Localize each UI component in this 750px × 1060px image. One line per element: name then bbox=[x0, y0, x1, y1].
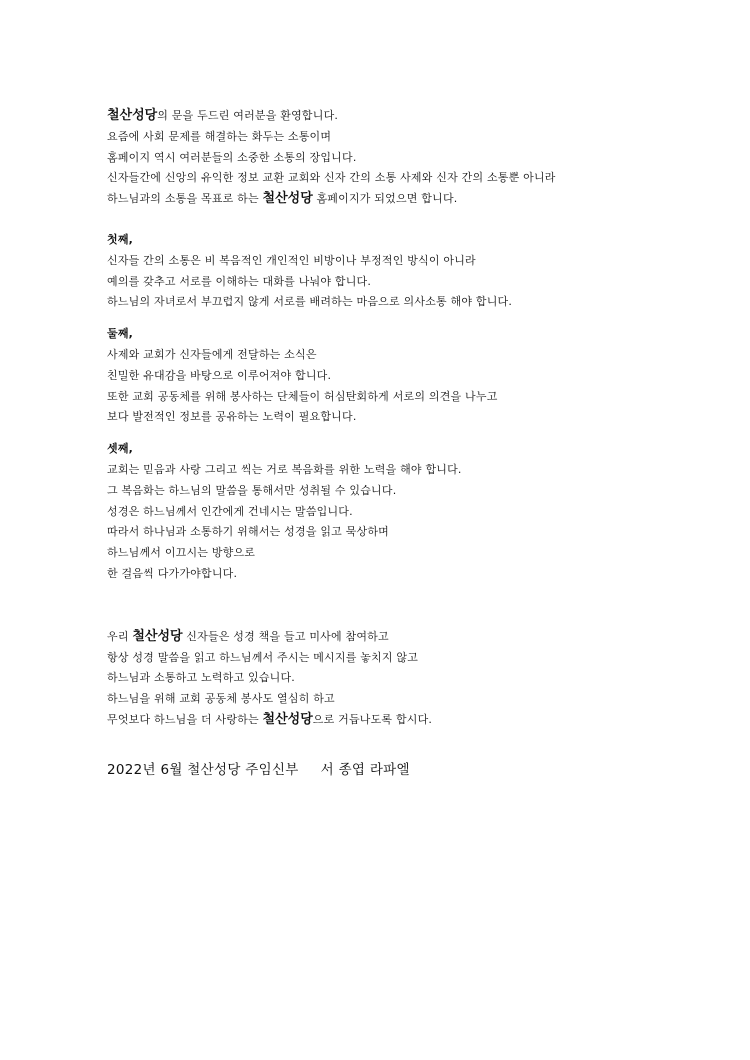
section-third-line: 따라서 하나님과 소통하기 위해서는 성경을 읽고 묵상하며 bbox=[107, 525, 390, 539]
section-first-line: 하느님의 자녀로서 부끄럽지 않게 서로를 배려하는 마음으로 의사소통 해야 합니다. bbox=[107, 295, 513, 309]
closing-line-2: 항상 성경 말씀을 읽고 하느님께서 주시는 메시지를 놓치지 않고 bbox=[107, 650, 419, 664]
brand-name: 철산성당 bbox=[262, 711, 313, 727]
signature-date-title: 2022년 6월 철산성당 주임신부 bbox=[107, 761, 299, 778]
intro-line-2: 요즘에 사회 문제를 해결하는 화두는 소통이며 bbox=[107, 129, 332, 143]
closing-line-1-pre: 우리 bbox=[107, 629, 133, 643]
signature-name: 서 종엽 라파엘 bbox=[320, 761, 410, 778]
section-second-heading: 둘째, bbox=[107, 327, 134, 341]
signature bbox=[107, 759, 707, 781]
section-second-line: 사제와 교회가 신자들에게 전달하는 소식은 bbox=[107, 347, 317, 361]
intro-line-3: 홈페이지 역시 여러분들의 소중한 소통의 장입니다. bbox=[107, 150, 357, 164]
closing-line-5-pre: 무엇보다 하느님을 더 사랑하는 bbox=[107, 712, 263, 726]
section-third-line: 교회는 믿음과 사랑 그리고 씩는 거로 복음화를 위한 노력을 해야 합니다. bbox=[107, 462, 462, 476]
section-third-line: 그 복음화는 하느님의 말씀을 통해서만 성취될 수 있습니다. bbox=[107, 483, 397, 497]
section-third-line: 한 걸음씩 다가가야합니다. bbox=[107, 566, 238, 580]
brand-name: 철산성당 bbox=[132, 628, 183, 644]
intro-line-5-post: 홈페이지가 되었으면 합니다. bbox=[312, 192, 458, 206]
closing-line-5-post: 으로 거듭나도록 합시다. bbox=[312, 712, 433, 726]
section-first-heading: 첫째, bbox=[107, 232, 134, 246]
closing-line-1-post: 신자들은 성경 책을 들고 미사에 참여하고 bbox=[182, 629, 389, 643]
section-third-line: 성경은 하느님께서 인간에게 건네시는 말씀입니다. bbox=[107, 504, 353, 518]
intro-line-4: 신자들간에 신앙의 유익한 정보 교환 교회와 신자 간의 소통 사제와 신자 간의 소통뿐 아니라 bbox=[107, 171, 556, 185]
closing-line-1 bbox=[107, 627, 707, 648]
intro-line-5-pre: 하느님과의 소통을 목표로 하는 bbox=[107, 192, 263, 206]
brand-name: 철산성당 bbox=[262, 191, 313, 207]
closing-line-3: 하느님과 소통하고 노력하고 있습니다. bbox=[107, 671, 296, 685]
section-second-line: 보다 발전적인 정보를 공유하는 노력이 필요합니다. bbox=[107, 410, 357, 424]
section-second-line: 친밀한 유대감을 바탕으로 이루어져야 합니다. bbox=[107, 368, 332, 382]
section-first-line: 예의를 갖추고 서로를 이해하는 대화를 나눠야 합니다. bbox=[107, 274, 372, 288]
closing-line-4: 하느님을 위해 교회 공동체 봉사도 열심히 하고 bbox=[107, 692, 335, 706]
closing-line-5 bbox=[107, 710, 707, 731]
section-third-heading: 셋째, bbox=[107, 442, 134, 456]
intro-line-5 bbox=[107, 189, 707, 210]
section-second-line: 또한 교회 공동체를 위해 봉사하는 단체들이 허심탄회하게 서로의 의견을 나누고 bbox=[107, 389, 498, 403]
document-body bbox=[107, 106, 707, 781]
section-third-line: 하느님께서 이끄시는 방향으로 bbox=[107, 546, 256, 560]
intro-line-1-text: 의 문을 두드린 여러분을 환영합니다. bbox=[157, 109, 339, 122]
brand-name: 철산성당 bbox=[107, 108, 158, 123]
intro-line-1 bbox=[107, 106, 707, 127]
section-first-line: 신자들 간의 소통은 비 복음적인 개인적인 비방이나 부정적인 방식이 아니라 bbox=[107, 253, 476, 267]
